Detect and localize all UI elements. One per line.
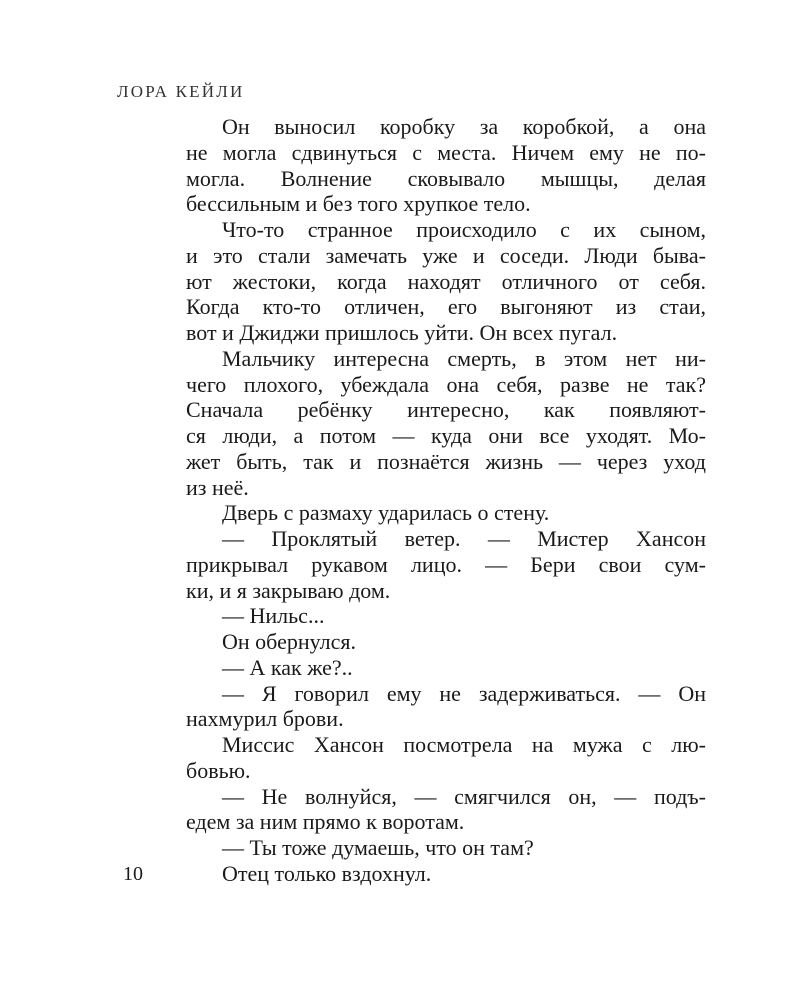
body-text [186,114,706,887]
text-line: и это стали замечать уже и соседи. Люди быва- [186,242,706,268]
text-line: не могла сдвинуться с места. Ничем ему не по- [186,139,706,165]
text-line: — Я говорил ему не задерживаться. — Он [222,680,706,706]
text-line: ют жестоки, когда находят отличного от себя. [186,268,706,294]
text-line: Отец только вздохнул. [222,860,432,886]
text-line: Дверь с размаху ударилась о стену. [222,500,550,526]
text-line: — Не волнуйся, — смягчился он, — подъ- [222,783,706,809]
text-line: Что-то странное происходило с их сыном, [222,217,706,242]
text-line: бовью. [186,757,251,783]
page-number: 10 [123,863,143,885]
text-line: Когда кто-то отличен, его выгоняют из стаи, [186,294,706,320]
text-line: — Проклятый ветер. — Мистер Хансон [222,526,706,551]
running-head: ЛОРА КЕЙЛИ [117,82,245,101]
text-line: жет быть, так и познаётся жизнь — через уход [186,448,706,474]
text-line: — А как же?.. [222,654,353,680]
text-line: чего плохого, убеждала она себя, разве не так? [186,371,706,397]
text-line: прикрывал рукавом лицо. — Бери свои сум- [186,551,706,577]
text-line: могла. Волнение сковывало мышцы, делая [186,165,706,191]
text-line: Миссис Хансон посмотрела на мужа с лю- [222,732,706,757]
text-line: из неё. [186,474,249,500]
text-line: бессильным и без того хрупкое тело. [186,191,531,217]
text-line: вот и Джиджи пришлось уйти. Он всех пугал. [186,320,618,345]
text-line: ся люди, а потом — куда они все уходят. Мо- [186,423,706,448]
text-line: Мальчику интересна смерть, в этом нет ни- [222,345,706,371]
text-line: Он выносил коробку за коробкой, а она [222,114,706,139]
text-line: нахмурил брови. [186,706,344,732]
text-line: ки, и я закрываю дом. [186,577,391,603]
text-line: Он обернулся. [222,629,356,654]
text-line: Сначала ребёнку интересно, как появляют- [186,397,706,423]
text-line: — Ты тоже думаешь, что он там? [222,835,534,860]
text-line: — Нильс... [222,603,325,629]
text-line: едем за ним прямо к воротам. [186,809,465,835]
